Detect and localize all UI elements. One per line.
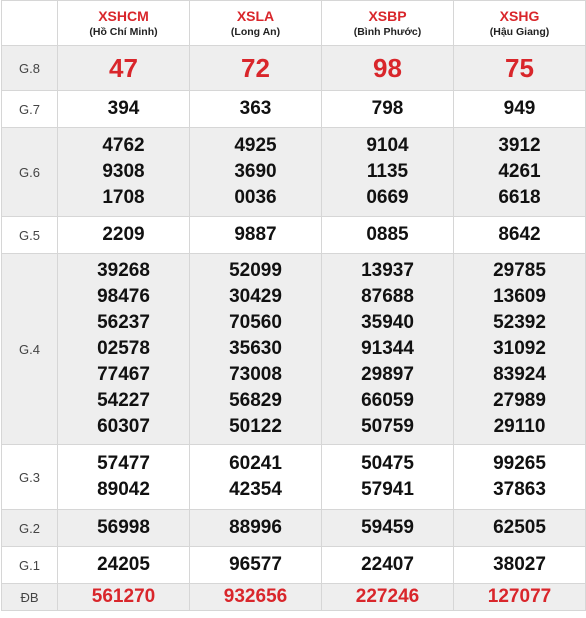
prize-number: 56998 (97, 517, 150, 538)
prize-number: 29110 (493, 416, 546, 437)
prize-number: 13609 (493, 286, 546, 307)
province-header-hcm[interactable] (58, 1, 190, 46)
province-code[interactable]: XSHG (499, 7, 540, 24)
prize-number: 50475 (361, 453, 414, 474)
prize-number: 29785 (493, 260, 546, 281)
prize-row-g6 (2, 128, 586, 217)
prize-number: 22407 (361, 554, 414, 575)
province-name: (Bình Phước) (353, 25, 422, 38)
prize-number: 6618 (498, 187, 541, 208)
prize-number: 0036 (234, 187, 277, 208)
province-header-row (2, 1, 586, 46)
prize-cell (190, 217, 322, 254)
prize-number: 77467 (97, 364, 150, 385)
prize-number: 52392 (493, 312, 546, 333)
province-code[interactable]: XSHCM (98, 7, 149, 24)
prize-number: 56829 (229, 390, 282, 411)
prize-number: 73008 (229, 364, 282, 385)
prize-cell (58, 510, 190, 547)
prize-cell (454, 584, 586, 611)
prize-cell (190, 510, 322, 547)
prize-cell (190, 584, 322, 611)
prize-cell (322, 547, 454, 584)
prize-number: 83924 (493, 364, 546, 385)
prize-cell (58, 46, 190, 91)
prize-cell (58, 584, 190, 611)
prize-number: 27989 (493, 390, 546, 411)
special-prize-number: 561270 (91, 586, 156, 607)
prize-cell (58, 91, 190, 128)
prize-row-g2 (2, 510, 586, 547)
prize-number: 9308 (102, 161, 145, 182)
prize-cell (322, 510, 454, 547)
prize-cell (322, 46, 454, 91)
prize-cell (322, 445, 454, 510)
prize-number: 9104 (366, 135, 409, 156)
prize-number: 75 (505, 53, 534, 83)
prize-cell (322, 254, 454, 445)
prize-number: 1135 (366, 161, 409, 182)
prize-row-g1 (2, 547, 586, 584)
prize-row-special (2, 584, 586, 611)
prize-number: 798 (371, 98, 404, 119)
prize-number: 13937 (361, 260, 414, 281)
header-corner (2, 1, 58, 46)
prize-number: 30429 (229, 286, 282, 307)
province-name: (Hồ Chí Minh) (89, 25, 158, 38)
prize-number: 59459 (361, 517, 414, 538)
prize-number: 35940 (361, 312, 414, 333)
prize-label: G.5 (2, 217, 58, 254)
prize-cell (322, 584, 454, 611)
prize-number: 50122 (229, 416, 282, 437)
prize-number: 47 (109, 53, 138, 83)
prize-cell (58, 254, 190, 445)
prize-number: 96577 (229, 554, 282, 575)
prize-cell (322, 128, 454, 217)
province-name: (Long An) (230, 25, 281, 38)
prize-row-g7 (2, 91, 586, 128)
prize-label: ĐB (2, 584, 58, 611)
prize-row-g8 (2, 46, 586, 91)
prize-number: 29897 (361, 364, 414, 385)
prize-cell (454, 217, 586, 254)
prize-number: 37863 (493, 479, 546, 500)
special-prize-number: 227246 (355, 586, 420, 607)
prize-number: 949 (503, 98, 536, 119)
province-header-la[interactable] (190, 1, 322, 46)
lottery-results-table (1, 0, 586, 611)
prize-number: 42354 (229, 479, 282, 500)
prize-number: 38027 (493, 554, 546, 575)
prize-cell (190, 254, 322, 445)
prize-cell (190, 547, 322, 584)
prize-number: 60241 (229, 453, 282, 474)
prize-number: 66059 (361, 390, 414, 411)
prize-number: 1708 (102, 187, 145, 208)
special-prize-number: 127077 (487, 586, 552, 607)
prize-number: 8642 (498, 224, 541, 245)
prize-cell (454, 254, 586, 445)
prize-number: 3912 (498, 135, 541, 156)
prize-number: 363 (239, 98, 272, 119)
prize-number: 87688 (361, 286, 414, 307)
prize-number: 02578 (97, 338, 150, 359)
prize-number: 35630 (229, 338, 282, 359)
prize-number: 4261 (498, 161, 541, 182)
prize-number: 99265 (493, 453, 546, 474)
prize-number: 24205 (97, 554, 150, 575)
prize-number: 60307 (97, 416, 150, 437)
prize-number: 394 (107, 98, 140, 119)
prize-cell (322, 217, 454, 254)
prize-number: 3690 (234, 161, 277, 182)
prize-number: 9887 (234, 224, 277, 245)
prize-cell (58, 217, 190, 254)
prize-number: 31092 (493, 338, 546, 359)
prize-number: 39268 (97, 260, 150, 281)
prize-number: 98 (373, 53, 402, 83)
prize-label: G.8 (2, 46, 58, 91)
province-code[interactable]: XSBP (368, 7, 407, 24)
prize-cell (454, 547, 586, 584)
prize-cell (190, 91, 322, 128)
special-prize-number: 932656 (223, 586, 288, 607)
prize-number: 89042 (97, 479, 150, 500)
prize-number: 0669 (366, 187, 409, 208)
prize-cell (58, 445, 190, 510)
prize-cell (454, 91, 586, 128)
prize-number: 91344 (361, 338, 414, 359)
prize-row-g3 (2, 445, 586, 510)
prize-number: 0885 (366, 224, 409, 245)
prize-label: G.6 (2, 128, 58, 217)
prize-label: G.3 (2, 445, 58, 510)
prize-number: 2209 (102, 224, 145, 245)
prize-cell (190, 46, 322, 91)
province-code[interactable]: XSLA (236, 7, 275, 24)
province-header-hg[interactable] (454, 1, 586, 46)
prize-cell (322, 91, 454, 128)
prize-number: 50759 (361, 416, 414, 437)
prize-label: G.7 (2, 91, 58, 128)
prize-cell (58, 547, 190, 584)
prize-row-g4 (2, 254, 586, 445)
prize-cell (454, 510, 586, 547)
prize-label: G.2 (2, 510, 58, 547)
province-name: (Hậu Giang) (489, 25, 550, 38)
prize-number: 56237 (97, 312, 150, 333)
prize-cell (454, 445, 586, 510)
prize-cell (58, 128, 190, 217)
prize-number: 54227 (97, 390, 150, 411)
prize-cell (190, 128, 322, 217)
prize-number: 98476 (97, 286, 150, 307)
prize-number: 57941 (361, 479, 414, 500)
prize-number: 72 (241, 53, 270, 83)
province-header-bp[interactable] (322, 1, 454, 46)
prize-number: 4925 (234, 135, 277, 156)
prize-label: G.4 (2, 254, 58, 445)
prize-number: 88996 (229, 517, 282, 538)
prize-label: G.1 (2, 547, 58, 584)
prize-row-g5 (2, 217, 586, 254)
prize-number: 52099 (229, 260, 282, 281)
prize-cell (454, 46, 586, 91)
prize-number: 62505 (493, 517, 546, 538)
prize-number: 57477 (97, 453, 150, 474)
prize-number: 70560 (229, 312, 282, 333)
prize-cell (190, 445, 322, 510)
prize-cell (454, 128, 586, 217)
prize-number: 4762 (102, 135, 145, 156)
